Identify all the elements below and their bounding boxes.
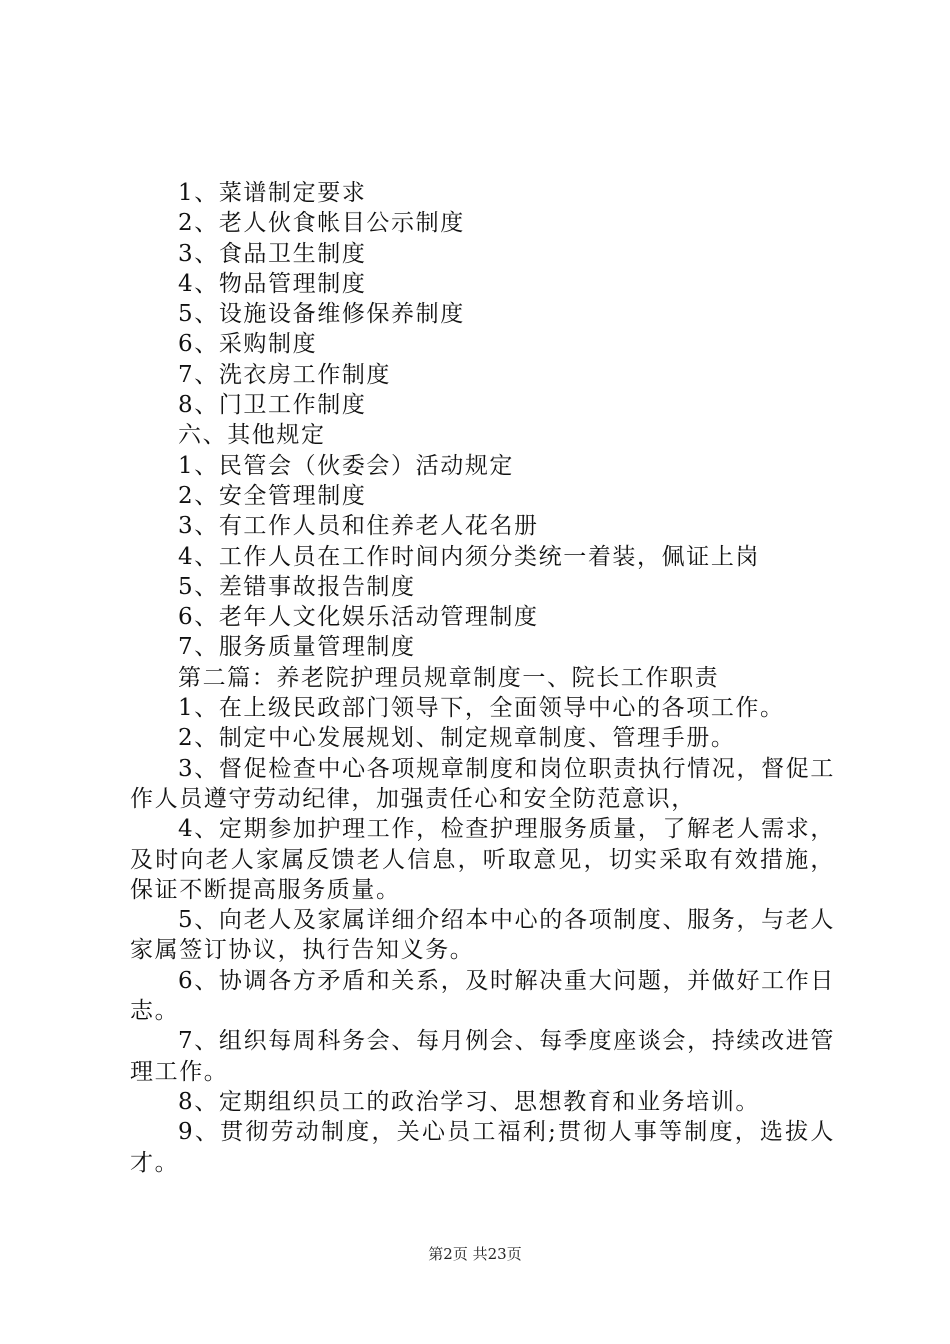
list-item: 2、安全管理制度 (178, 482, 367, 509)
document-body (130, 178, 835, 1178)
list-item: 2、老人伙食帐目公示制度 (178, 210, 465, 237)
page-number-footer: 第2页 共23页 (428, 1245, 522, 1263)
duty-paragraph: 1、在上级民政部门领导下，全面领导中心的各项工作。 (178, 695, 785, 722)
duty-paragraph: 7、组织每周科务会、每月例会、每季度座谈会，持续改进管理工作。 (130, 1028, 835, 1085)
list-item: 6、老年人文化娱乐活动管理制度 (178, 604, 539, 631)
list-item: 7、洗衣房工作制度 (178, 361, 392, 388)
section-heading: 六、其他规定 (178, 422, 326, 449)
duty-paragraph: 4、定期参加护理工作，检查护理服务质量，了解老人需求，及时向老人家属反馈老人信息，听取意见，切实采取有效措施，保证不断提高服务质量。 (130, 816, 835, 903)
duty-paragraph: 5、向老人及家属详细介绍本中心的各项制度、服务，与老人家属签订协议，执行告知义务。 (130, 907, 835, 964)
list-item: 4、物品管理制度 (178, 270, 367, 297)
duty-paragraph: 2、制定中心发展规划、制定规章制度、管理手册。 (178, 725, 736, 752)
list-item: 1、菜谱制定要求 (178, 180, 367, 206)
list-item: 3、食品卫生制度 (178, 240, 367, 267)
list-item: 5、差错事故报告制度 (178, 573, 416, 600)
duty-paragraph: 9、贯彻劳动制度，关心员工福利;贯彻人事等制度，选拔人才。 (130, 1119, 835, 1176)
duty-paragraph: 6、协调各方矛盾和关系，及时解决重大问题，并做好工作日志。 (130, 967, 835, 1025)
list-item: 3、有工作人员和住养老人花名册 (178, 513, 539, 540)
list-item: 4、工作人员在工作时间内须分类统一着装，佩证上岗 (178, 543, 761, 570)
list-item: 7、服务质量管理制度 (178, 634, 416, 661)
duty-paragraph: 3、督促检查中心各项规章制度和岗位职责执行情况，督促工作人员遵守劳动纪律，加强责任心和安全防范意识， (130, 755, 835, 812)
list-item: 6、采购制度 (178, 331, 318, 358)
chapter-heading: 第二篇：养老院护理员规章制度一、院长工作职责 (178, 664, 720, 691)
duty-paragraph: 8、定期组织员工的政治学习、思想教育和业务培训。 (178, 1088, 761, 1115)
list-item: 1、民管会（伙委会）活动规定 (178, 452, 515, 479)
list-item: 5、设施设备维修保养制度 (178, 301, 465, 328)
list-item: 8、门卫工作制度 (178, 392, 367, 419)
